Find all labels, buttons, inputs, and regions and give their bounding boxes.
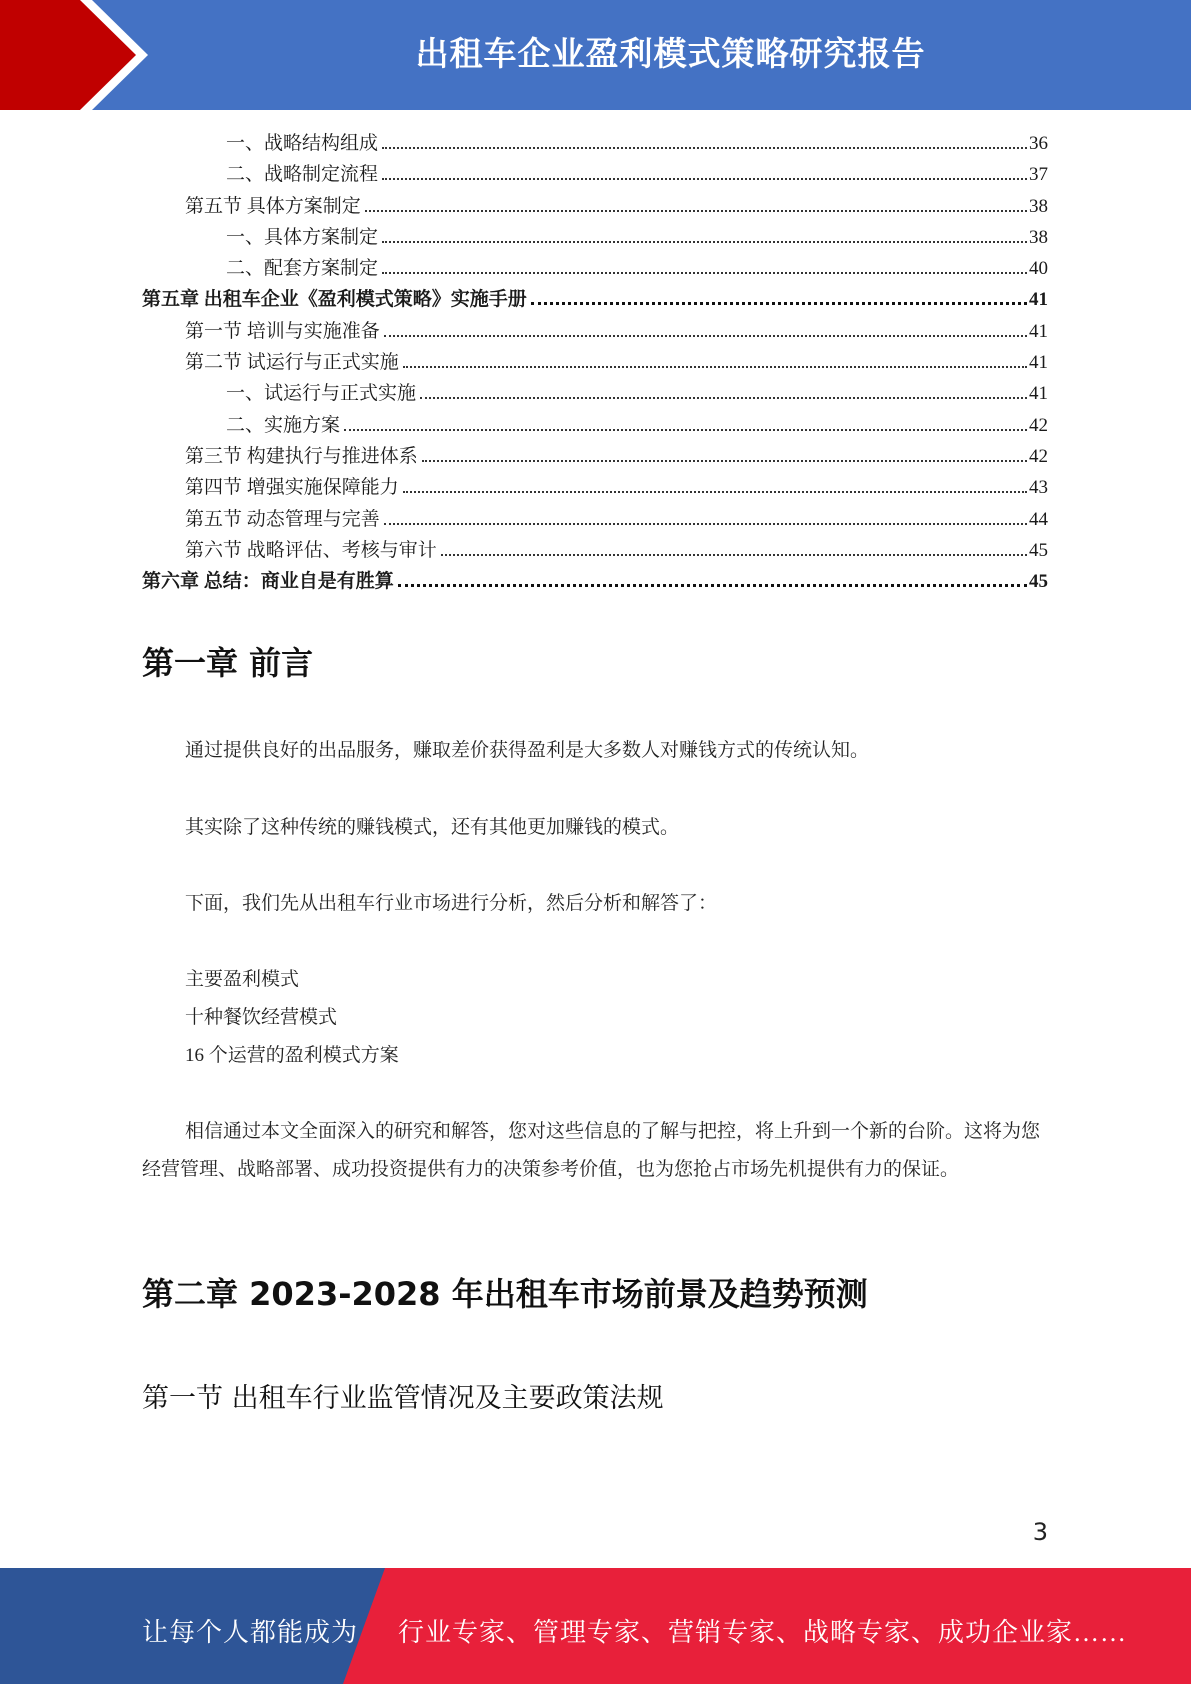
paragraph-4: 相信通过本文全面深入的研究和解答，您对这些信息的了解与把控，将上升到一个新的台阶。这将为您经营管理、战略部署、成功投资提供有力的决策参考价值，也为您抢占市场先机提供有力的保证。 — [142, 1121, 1041, 1180]
toc-entry-page: 41 — [1029, 352, 1048, 374]
section-1-heading: 第一节 出租车行业监管情况及主要政策法规 — [142, 1383, 664, 1414]
toc-entry-title: 第二节 试运行与正式实施 — [185, 352, 399, 374]
toc-entry-page: 41 — [1029, 383, 1048, 405]
toc-entry[interactable] — [142, 128, 1048, 159]
chapter-1-heading: 第一章 前言 — [142, 644, 314, 682]
toc-entry-page: 41 — [1029, 320, 1048, 342]
toc-entry[interactable] — [142, 284, 1048, 315]
list-item: 16 个运营的盈利模式方案 — [185, 1045, 399, 1066]
paragraph-3: 下面，我们先从出租车行业市场进行分析，然后分析和解答了： — [185, 893, 718, 914]
toc-entry-title: 一、具体方案制定 — [226, 226, 379, 248]
toc-entry-title: 第五节 动态管理与完善 — [185, 508, 380, 530]
toc-entry-page: 37 — [1029, 164, 1048, 186]
toc-entry[interactable] — [142, 535, 1048, 566]
toc-entry[interactable] — [142, 316, 1048, 347]
toc-entry-title: 第五节 具体方案制定 — [185, 195, 361, 217]
list-item: 主要盈利模式 — [185, 969, 300, 990]
toc-leader-dots — [344, 429, 1027, 431]
toc-entry-page: 45 — [1029, 539, 1048, 561]
toc-entry-title: 一、试运行与正式实施 — [226, 383, 417, 405]
toc-entry-title: 第三节 构建执行与推进体系 — [185, 445, 418, 467]
toc-leader-dots — [398, 584, 1027, 587]
toc-leader-dots — [382, 241, 1027, 243]
footer-banner — [0, 1568, 1191, 1684]
footer-slogan-right: 行业专家、管理专家、营销专家、战略专家、成功企业家…… — [398, 1618, 1128, 1647]
toc-leader-dots — [382, 272, 1027, 274]
toc-entry[interactable] — [142, 222, 1048, 253]
toc-leader-dots — [420, 397, 1027, 399]
toc-entry-page: 42 — [1029, 445, 1048, 467]
toc-leader-dots — [422, 460, 1027, 462]
toc-entry-page: 43 — [1029, 477, 1048, 499]
toc-entry[interactable] — [142, 410, 1048, 441]
toc-leader-dots — [365, 210, 1027, 212]
toc-entry-title: 二、战略制定流程 — [226, 164, 379, 186]
toc-entry-title: 第六章 总结：商业自是有胜算 — [142, 571, 394, 593]
toc-entry-title: 第四节 增强实施保障能力 — [185, 477, 399, 499]
page-number: 3 — [1032, 1518, 1048, 1546]
toc-entry[interactable] — [142, 441, 1048, 472]
toc-entry-title: 一、战略结构组成 — [226, 133, 379, 154]
toc-entry[interactable] — [142, 378, 1048, 409]
toc-entry-title: 第一节 培训与实施准备 — [185, 320, 380, 342]
toc-entry[interactable] — [142, 347, 1048, 378]
header-banner — [0, 0, 1191, 110]
toc-entry[interactable] — [142, 504, 1048, 535]
toc-entry[interactable] — [142, 253, 1048, 284]
toc-entry-page: 42 — [1029, 414, 1048, 436]
toc-entry-page: 41 — [1029, 289, 1048, 311]
toc-entry-title: 二、配套方案制定 — [226, 258, 379, 280]
toc-leader-dots — [384, 523, 1027, 525]
chapter-2-heading: 第二章 2023-2028 年出租车市场前景及趋势预测 — [142, 1275, 868, 1313]
toc-entry-title: 第六节 战略评估、考核与审计 — [185, 539, 437, 561]
model-list — [185, 961, 399, 1075]
report-title: 出租车企业盈利模式策略研究报告 — [415, 34, 926, 73]
toc-entry-page: 36 — [1029, 133, 1048, 154]
footer-slogan-left: 让每个人都能成为 — [142, 1618, 359, 1647]
toc-leader-dots — [382, 147, 1027, 149]
paragraph-1: 通过提供良好的出品服务，赚取差价获得盈利是大多数人对赚钱方式的传统认知。 — [185, 740, 870, 761]
table-of-contents — [142, 128, 1048, 597]
list-item: 十种餐饮经营模式 — [185, 1007, 338, 1028]
toc-leader-dots — [382, 178, 1027, 180]
paragraph-2: 其实除了这种传统的赚钱模式，还有其他更加赚钱的模式。 — [185, 817, 680, 838]
toc-entry-page: 38 — [1029, 226, 1048, 248]
toc-leader-dots — [384, 335, 1027, 337]
toc-entry[interactable] — [142, 191, 1048, 222]
toc-entry-page: 40 — [1029, 258, 1048, 280]
toc-leader-dots — [403, 491, 1027, 493]
toc-entry-title: 二、实施方案 — [226, 414, 341, 436]
toc-entry[interactable] — [142, 472, 1048, 503]
toc-leader-dots — [441, 554, 1027, 556]
toc-entry[interactable] — [142, 566, 1048, 597]
toc-leader-dots — [531, 302, 1027, 305]
toc-entry-page: 38 — [1029, 195, 1048, 217]
toc-entry-page: 44 — [1029, 508, 1048, 530]
toc-leader-dots — [403, 366, 1027, 368]
toc-entry-page: 45 — [1029, 571, 1048, 593]
toc-entry[interactable] — [142, 159, 1048, 190]
toc-entry-title: 第五章 出租车企业《盈利模式策略》实施手册 — [142, 289, 527, 311]
